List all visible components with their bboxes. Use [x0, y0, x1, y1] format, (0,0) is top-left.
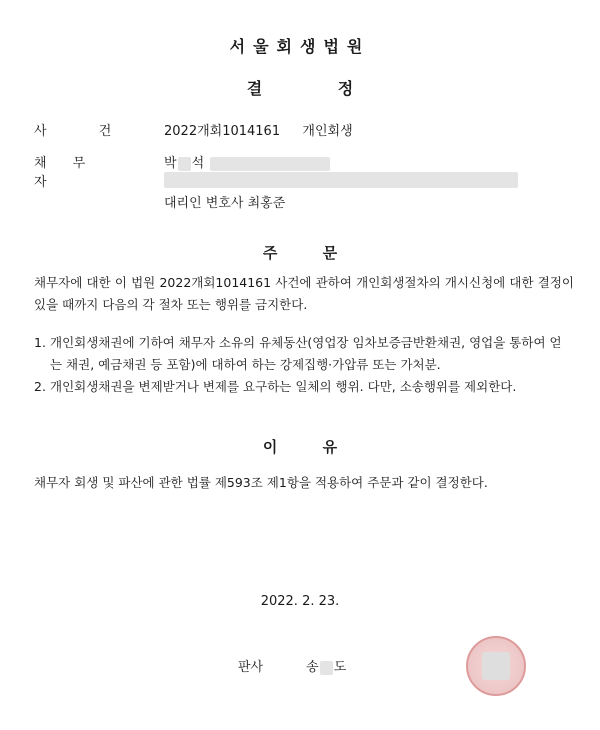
debtor-row	[34, 152, 574, 190]
redacted-name-char	[178, 157, 191, 171]
order-intro: 채무자에 대한 이 법원 2022개회1014161 사건에 관하여 개인회생절차의 개시신청에 대한 결정이 있을 때까지 다음의 각 절차 또는 행위를 금지한다.	[34, 275, 574, 312]
redacted-address	[164, 172, 518, 188]
reason-heading: 이 유	[262, 438, 338, 456]
debtor-label	[34, 152, 114, 190]
order-item-number: 1.	[34, 335, 46, 350]
decision-date: 2022. 2. 23.	[260, 594, 340, 609]
case-row	[34, 120, 574, 140]
debtor-name-prefix: 박	[164, 156, 177, 171]
case-label-text: 사 건	[34, 124, 112, 139]
representative: 대리인 변호사 최홍준	[164, 196, 286, 211]
redacted-judge-char	[320, 661, 333, 675]
order-heading: 주 문	[262, 244, 338, 262]
court-seal	[466, 636, 526, 696]
redacted-seal-center	[482, 652, 510, 680]
debtor-name	[164, 152, 330, 171]
case-label	[34, 120, 114, 139]
order-item-number: 2.	[34, 379, 46, 394]
debtor-label-text: 채 무 자	[34, 156, 86, 190]
reason-text: 채무자 회생 및 파산에 관한 법률 제593조 제1항을 적용하여 주문과 같이 결정한다.	[34, 475, 488, 490]
case-number: 2022개회1014161	[164, 124, 281, 139]
judge-label: 판사	[238, 660, 264, 675]
court-name: 서울회생법원	[229, 37, 371, 56]
case-type: 개인회생	[302, 124, 353, 139]
judge-name-prefix: 송	[306, 660, 319, 675]
judge-name-suffix: 도	[333, 660, 347, 675]
order-item-text: 개인회생채권에 기하여 채무자 소유의 유체동산(영업장 임차보증금반환채권, 영업을 통하여 얻는 채권, 예금채권 등 포함)에 대하여 하는 강제집행·가압류 또는 가처분.	[50, 335, 562, 372]
order-item-text: 개인회생채권을 변제받거나 변제를 요구하는 일체의 행위. 다만, 소송행위를 제외한다.	[50, 379, 517, 394]
judge-signature	[238, 656, 346, 675]
document-title: 결 정	[246, 79, 354, 98]
order-item-1	[34, 332, 564, 376]
redacted-id	[210, 157, 330, 171]
debtor-name-suffix: 석	[191, 156, 205, 171]
order-item-2	[34, 376, 564, 398]
case-value	[164, 120, 353, 139]
